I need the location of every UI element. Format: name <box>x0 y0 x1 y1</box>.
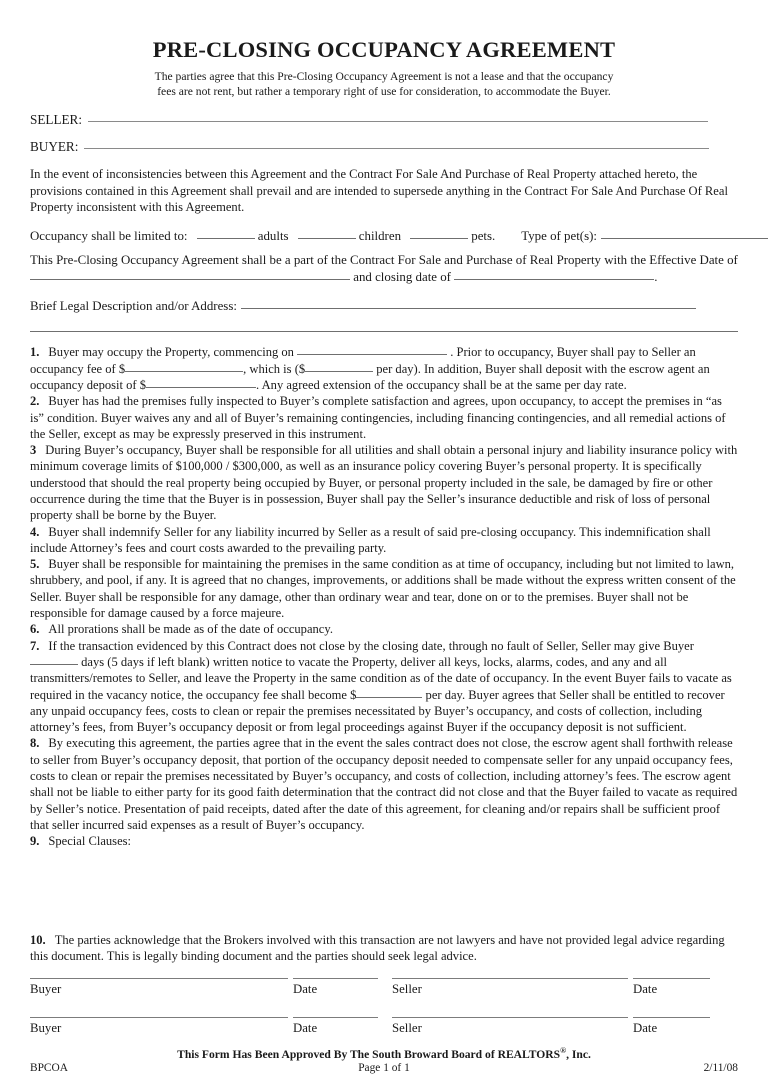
clause-paragraph-6 <box>30 621 738 637</box>
approval-statement <box>30 1046 738 1062</box>
clause-blank-input[interactable] <box>30 653 78 665</box>
clause-number: 5. <box>30 557 40 572</box>
clause-paragraph-4 <box>30 524 738 557</box>
clause-paragraph-1 <box>30 344 738 393</box>
signature-field-seller[interactable] <box>392 978 628 997</box>
pets-count-input[interactable] <box>410 227 468 239</box>
pets-label: pets. <box>471 229 496 244</box>
clause-text: days (5 days if left blank) written notice to vacate the Property, deliver all keys, locks, alarms, codes, and any and all transmitters/remotes to Seller, and leave the Property in the same condition as of the date of occupancy. In the event Buyer fails to vacate as required in the vacancy notice, the occupancy fee shall become $ <box>30 654 732 702</box>
clause-blank-input[interactable] <box>125 360 243 372</box>
pet-type-input[interactable] <box>601 227 768 239</box>
signature-caption: Seller <box>392 982 422 997</box>
seller-label: SELLER: <box>30 112 83 128</box>
effective-date-input[interactable] <box>30 268 350 280</box>
signature-field-date[interactable] <box>633 978 710 997</box>
clause-text: per day. Buyer agrees that Seller shall be entitled to recover any unpaid occupancy fees, costs to clean or repair the premises necessitated by Buyer’s occupancy, and costs of collection, including attorney’s fees, from Buyer’s occupancy deposit or from legal proceedings against Buyer if the occupancy deposit is not sufficient. <box>30 687 725 735</box>
clause-blank-input[interactable] <box>305 360 373 372</box>
page-title: PRE-CLOSING OCCUPANCY AGREEMENT <box>152 37 616 62</box>
legal-description-label: Brief Legal Description and/or Address: <box>30 298 237 313</box>
clause-text: Special Clauses: <box>48 834 132 849</box>
signature-caption: Seller <box>392 1020 422 1035</box>
clause-text: During Buyer’s occupancy, Buyer shall be responsible for all utilities and shall obtain a personal injury and liability insurance policy with minimum coverage limits of $100,000 / $300,000, as well as an insurance policy covering Buyer’s personal property. It is specifically understood that should the real property being occupied by Buyer, or personal property included in the sale, be damaged by fire or other occurrence during the time that the Buyer is in possession, Buyer shall pay the Seller’s insurance deductible and risk of loss of personal property shall be borne by the Buyer. <box>30 443 738 523</box>
signature-caption: Buyer <box>30 1020 62 1035</box>
children-label: children <box>358 229 402 244</box>
legal-description-input-line-2[interactable] <box>30 317 738 332</box>
preamble-paragraph: In the event of inconsistencies between this Agreement and the Contract For Sale And Purchase of Real Property attached hereto, the provisions contained in this Agreement shall prevail and are intended to supersede anything in the Contract For Sale And Purchase Of Real Property inconsistent with this Agreement. <box>30 167 728 214</box>
clause-blank-input[interactable] <box>146 376 256 388</box>
clause-number: 10. <box>30 932 46 947</box>
buyer-row <box>30 140 738 155</box>
registered-mark-icon: ® <box>560 1045 567 1055</box>
legal-description-input[interactable] <box>241 297 696 309</box>
revision-date: 2/11/08 <box>703 1062 738 1074</box>
signature-field-buyer[interactable] <box>30 1017 288 1036</box>
clause-number: 6. <box>30 622 40 637</box>
signature-caption: Date <box>633 1020 658 1035</box>
clause-text: Buyer shall be responsible for maintaining the premises in the same condition as at time of occupancy, including but not limited to lawn, shrubbery, and pool, if any. It is agreed that no changes, improvements, or additions shall be made without the express written consent of the Seller. Buyer shall be responsible for any damage, other than ordinary wear and tear, done on or to the premises. Buyer shall not be responsible for damage caused by a force majeure. <box>30 557 736 621</box>
form-code: BPCOA <box>30 1062 68 1074</box>
clause-paragraph-5 <box>30 556 738 621</box>
seller-row <box>30 113 738 128</box>
signature-caption: Date <box>293 1020 318 1035</box>
clause-text: By executing this agreement, the parties agree that in the event the sales contract does not close, the escrow agent shall forthwith release to seller from Buyer’s occupancy deposit, that portion of the occupancy deposit needed to compensate seller for any unpaid occupancy fees, costs to clean or repair the premises necessitated by Buyer’s occupancy, and costs of collection, including attorney’s fees. The escrow agent shall not be liable to either party for its good faith determination that the contract did not close and that the Buyer failed to vacate as required by Seller’s notice. Presentation of paid receipts, dated after the date of this agreement, for cleaning and/or repairs shall be sufficient proof that seller incurred said expenses as a result of Buyer’s occupancy. <box>30 736 738 832</box>
clause-text: All prorations shall be made as of the date of occupancy. <box>48 622 333 637</box>
page-number: Page 1 of 1 <box>358 1062 410 1074</box>
clause-paragraph-8 <box>30 735 738 833</box>
approval-prefix: This Form Has Been Approved By The South Broward Board of REALTORS <box>177 1047 561 1061</box>
clause-paragraph-3 <box>30 442 738 523</box>
footer-row <box>30 1062 738 1074</box>
clause-paragraph-10 <box>30 932 738 965</box>
clause-paragraph-7 <box>30 638 738 736</box>
children-count-input[interactable] <box>298 227 356 239</box>
clause-paragraph-2 <box>30 393 738 442</box>
effective-date-period: . <box>654 269 658 284</box>
closing-date-mid-label: and closing date of <box>353 269 451 284</box>
clause-text: Buyer has had the premises fully inspected to Buyer’s complete satisfaction and agrees, upon occupancy, to accept the premises in “as is” condition. Buyer waives any and all of Buyer’s remaining contingencies, including financing contingencies, and all remedial actions of the Seller, except as may be expressly preserved in this instrument. <box>30 394 726 441</box>
clause-text: Buyer shall indemnify Seller for any liability incurred by Seller as a result of said pre-closing occupancy. This indemnification shall include Attorney’s fees and court costs awarded to the prevailing party. <box>30 524 711 555</box>
clause-text: The parties acknowledge that the Brokers involved with this transaction are not lawyers and have not provided legal advice regarding this document. This is legally binding document and the parties should seek legal advice. <box>30 932 725 963</box>
document-subtitle <box>104 69 664 100</box>
clause-text: . Prior to occupancy, Buyer shall pay to Seller an occupancy fee of $ <box>30 345 696 376</box>
signature-field-date[interactable] <box>293 978 378 997</box>
clause-text: Buyer may occupy the Property, commencing on <box>48 345 298 360</box>
signature-field-buyer[interactable] <box>30 978 288 997</box>
signature-row <box>30 1017 738 1036</box>
signature-row <box>30 978 738 997</box>
clause-number: 8. <box>30 736 40 751</box>
clause-blank-input[interactable] <box>297 344 447 356</box>
closing-date-input[interactable] <box>454 268 654 280</box>
clause-text: If the transaction evidenced by this Contract does not close by the closing date, through no fault of Seller, Seller may give Buyer <box>48 638 694 653</box>
effective-date-lead: This Pre-Closing Occupancy Agreement shall be a part of the Contract For Sale and Purchase of Real Property with the Effective Date of <box>30 253 738 268</box>
pet-type-label: Type of pet(s): <box>521 229 597 244</box>
signature-field-date[interactable] <box>293 1017 378 1036</box>
effective-date-row <box>30 269 738 286</box>
adults-label: adults <box>257 229 289 244</box>
signature-block <box>30 978 738 1035</box>
clauses-list <box>30 344 738 964</box>
approval-suffix: , Inc. <box>566 1047 591 1061</box>
adults-count-input[interactable] <box>197 227 255 239</box>
clause-paragraph-9 <box>30 833 738 849</box>
clause-text: per day). In addition, Buyer shall deposit with the escrow agent an occupancy deposit of $ <box>30 361 710 392</box>
clause-text: . Any agreed extension of the occupancy shall be at the same per day rate. <box>256 377 627 392</box>
occupancy-limits-row <box>30 228 738 245</box>
clause-number: 9. <box>30 834 40 849</box>
signature-row-gap <box>30 1001 738 1017</box>
subtitle-line-2: fees are not rent, but rather a temporary right of use for consideration, to accommodate the Buyer. <box>157 85 611 99</box>
clause-number: 1. <box>30 345 40 360</box>
clause-blank-input[interactable] <box>356 686 422 698</box>
signature-caption: Buyer <box>30 982 62 997</box>
buyer-label: BUYER: <box>30 138 79 154</box>
special-clauses-write-area[interactable] <box>30 850 738 932</box>
occupancy-limits-lead: Occupancy shall be limited to: <box>30 229 188 244</box>
legal-description-row <box>30 298 738 315</box>
buyer-input-line[interactable] <box>84 148 709 149</box>
signature-field-seller[interactable] <box>392 1017 628 1036</box>
clause-text: , which is ($ <box>243 361 306 376</box>
clause-number: 3 <box>30 443 37 458</box>
signature-caption: Date <box>293 982 318 997</box>
subtitle-line-1: The parties agree that this Pre-Closing Occupancy Agreement is not a lease and that the occupancy <box>154 69 614 83</box>
clause-number: 4. <box>30 524 40 539</box>
signature-caption: Date <box>633 982 658 997</box>
legal-description-second-line-area <box>30 318 738 334</box>
seller-input-line[interactable] <box>88 121 708 122</box>
clause-number: 2. <box>30 394 40 409</box>
signature-field-date[interactable] <box>633 1017 710 1036</box>
clause-number: 7. <box>30 638 40 653</box>
